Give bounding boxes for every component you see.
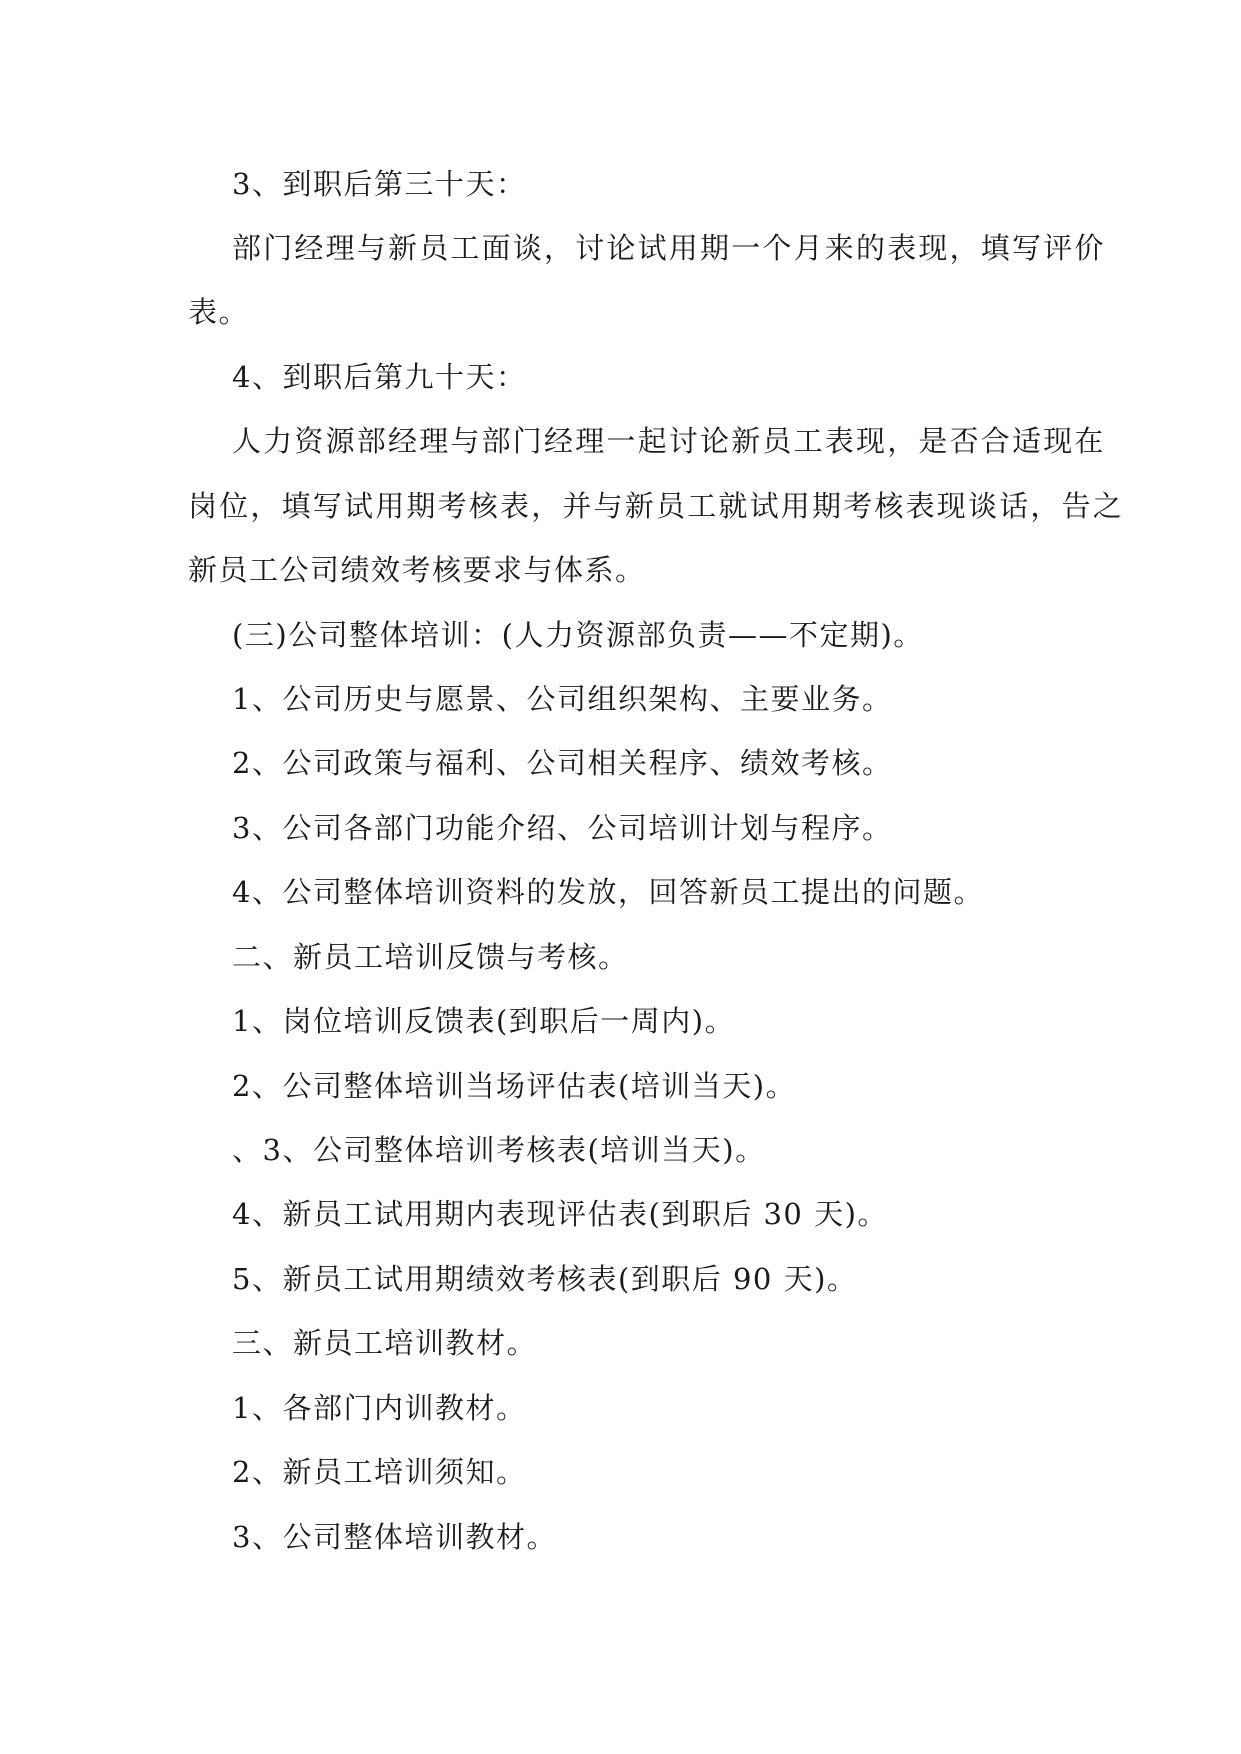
list-item: 1、各部门内训教材。 [232,1391,527,1425]
paragraph-line-4: 4、到职后第九十天： [232,360,527,394]
list-item: 4、公司整体培训资料的发放，回答新员工提出的问题。 [232,875,984,909]
list-item: 、3、公司整体培训考核表(培训当天)。 [232,1133,766,1167]
list-item: 2、公司整体培训当场评估表(培训当天)。 [232,1069,797,1103]
list-item: 2、公司政策与福利、公司相关程序、绩效考核。 [232,746,893,780]
list-item: 3、公司整体培训教材。 [232,1520,557,1554]
list-item: 4、新员工试用期内表现评估表(到职后 30 天)。 [232,1197,888,1231]
section-heading-materials: 三、新员工培训教材。 [232,1326,538,1360]
paragraph-line-6: 岗位，填写试用期考核表，并与新员工就试用期考核表现谈话，告之 [188,489,1125,523]
paragraph-line-3: 表。 [188,295,250,329]
section-heading-feedback: 二、新员工培训反馈与考核。 [232,940,629,974]
list-item: 3、公司各部门功能介绍、公司培训计划与程序。 [232,811,893,845]
section-heading-company-training: (三)公司整体培训：(人力资源部负责——不定期)。 [232,618,924,652]
list-item: 1、岗位培训反馈表(到职后一周内)。 [232,1004,736,1038]
list-item: 2、新员工培训须知。 [232,1455,527,1489]
paragraph-line-5: 人力资源部经理与部门经理一起讨论新员工表现，是否合适现在 [232,424,1106,458]
paragraph-line-1: 3、到职后第三十天： [232,167,527,201]
list-item: 5、新员工试用期绩效考核表(到职后 90 天)。 [232,1262,858,1296]
paragraph-line-2: 部门经理与新员工面谈，讨论试用期一个月来的表现，填写评价 [232,231,1106,265]
list-item: 1、公司历史与愿景、公司组织架构、主要业务。 [232,682,893,716]
paragraph-line-7: 新员工公司绩效考核要求与体系。 [188,553,646,587]
